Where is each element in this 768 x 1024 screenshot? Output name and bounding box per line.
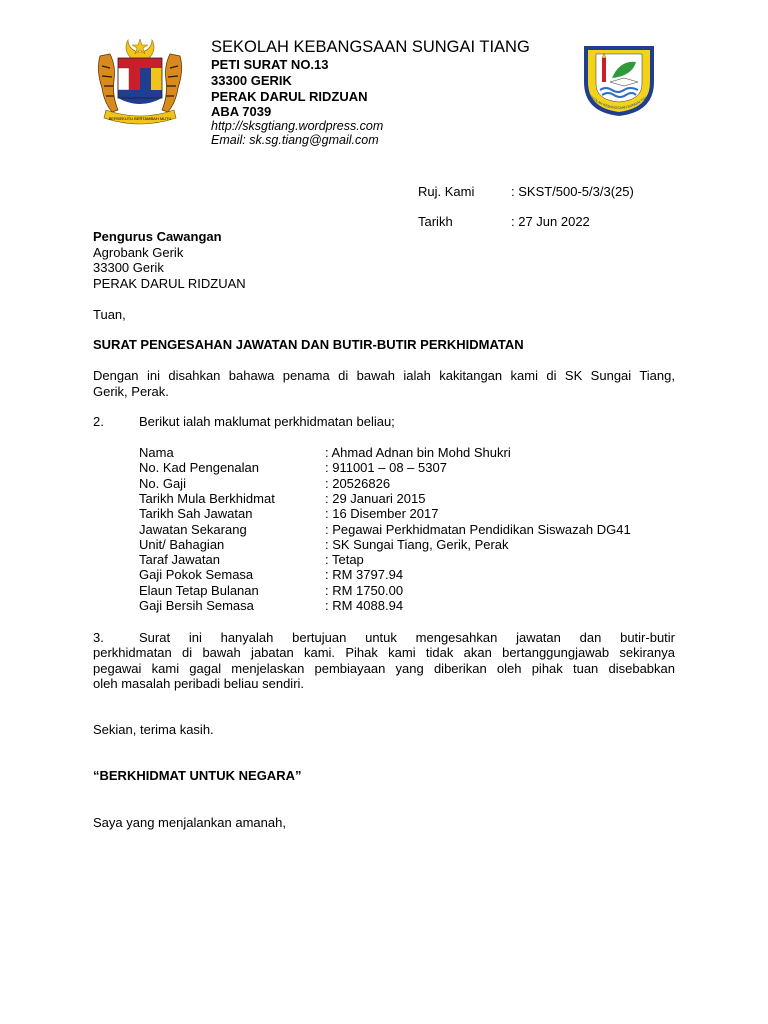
paragraph-3-line-1: Surat ini hanyalah bertujuan untuk mengesahkan jawatan dan butir-butir	[139, 630, 675, 645]
detail-label: Tarikh Mula Berkhidmat	[139, 490, 275, 506]
detail-label: Unit/ Bahagian	[139, 536, 225, 552]
detail-value: : RM 4088.94	[325, 598, 404, 613]
closing-line: Sekian, terima kasih.	[93, 722, 214, 737]
detail-label: Jawatan Sekarang	[139, 521, 247, 537]
recipient-line-3: PERAK DARUL RIDZUAN	[93, 276, 246, 291]
address-line-code: ABA 7039	[211, 104, 272, 119]
address-line-state: PERAK DARUL RIDZUAN	[211, 89, 368, 104]
date-label: Tarikh	[418, 214, 453, 229]
coat-of-arms-crest	[92, 36, 188, 128]
paragraph-2-text: Berikut ialah maklumat perkhidmatan beliau;	[139, 414, 395, 429]
reference-label: Ruj. Kami	[418, 184, 475, 199]
detail-label: Elaun Tetap Bulanan	[139, 582, 259, 598]
detail-label: Gaji Bersih Semasa	[139, 598, 254, 613]
school-website-link[interactable]: http://sksgtiang.wordpress.com	[211, 119, 384, 133]
detail-label: Taraf Jawatan	[139, 552, 220, 568]
logo-ring-text: SEKOLAH KEBANGSAAN SUNGAI TIANG	[586, 93, 652, 111]
paragraph-3-line-3: pegawai kami gagal menjelaskan pembiayaan yang diberikan oleh pihak tuan disebabkan	[93, 661, 675, 676]
detail-value: : Ahmad Adnan bin Mohd Shukri	[325, 445, 511, 460]
detail-value: : 911001 – 08 – 5307	[325, 460, 447, 476]
paragraph-1-line-1: Dengan ini disahkan bahawa penama di bawah ialah kakitangan kami di SK Sungai Tiang,	[93, 368, 675, 383]
detail-value: : RM 1750.00	[325, 582, 404, 598]
sign-off: Saya yang menjalankan amanah,	[93, 815, 286, 830]
recipient-line-2: 33300 Gerik	[93, 260, 164, 275]
school-logo	[578, 42, 660, 118]
detail-label: No. Kad Pengenalan	[139, 460, 259, 476]
detail-value: : RM 3797.94	[325, 567, 404, 583]
detail-value: : 16 Disember 2017	[325, 506, 439, 522]
recipient-line-1: Agrobank Gerik	[93, 245, 184, 260]
school-name: SEKOLAH KEBANGSAAN SUNGAI TIANG	[211, 38, 530, 56]
paragraph-3-line-2: perkhidmatan di bawah jabatan kami. Pihak kami tidak akan bertanggungjawab sekiranya	[93, 645, 675, 660]
crest-motto-text: BERSEKUTU BERTAMBAH MUTU	[108, 116, 172, 121]
recipient-title: Pengurus Cawangan	[93, 229, 222, 244]
detail-value: : Tetap	[325, 552, 364, 568]
address-line-po-box: PETI SURAT NO.13	[211, 57, 329, 72]
paragraph-2-number: 2.	[93, 414, 104, 429]
salutation: Tuan,	[93, 307, 126, 322]
detail-value: : SK Sungai Tiang, Gerik, Perak	[325, 536, 509, 552]
address-line-postcode: 33300 GERIK	[211, 73, 292, 88]
detail-label: Gaji Pokok Semasa	[139, 567, 254, 583]
service-motto: “BERKHIDMAT UNTUK NEGARA”	[93, 768, 302, 783]
reference-value: : SKST/500-5/3/3(25)	[511, 184, 634, 199]
paragraph-3-number: 3.	[93, 630, 104, 645]
detail-label: Tarikh Sah Jawatan	[139, 506, 253, 522]
paragraph-1-line-2: Gerik, Perak.	[93, 384, 169, 399]
detail-label: Nama	[139, 445, 174, 460]
detail-label: No. Gaji	[139, 475, 186, 491]
detail-value: : Pegawai Perkhidmatan Pendidikan Siswazah DG41	[325, 521, 631, 537]
detail-value: : 20526826	[325, 475, 391, 491]
paragraph-3-line-4: oleh masalah peribadi beliau sendiri.	[93, 676, 305, 691]
date-value: : 27 Jun 2022	[511, 214, 590, 229]
detail-value: : 29 Januari 2015	[325, 490, 426, 506]
school-email: Email: sk.sg.tiang@gmail.com	[211, 133, 379, 147]
letter-subject: SURAT PENGESAHAN JAWATAN DAN BUTIR-BUTIR PERKHIDMATAN	[93, 337, 524, 352]
